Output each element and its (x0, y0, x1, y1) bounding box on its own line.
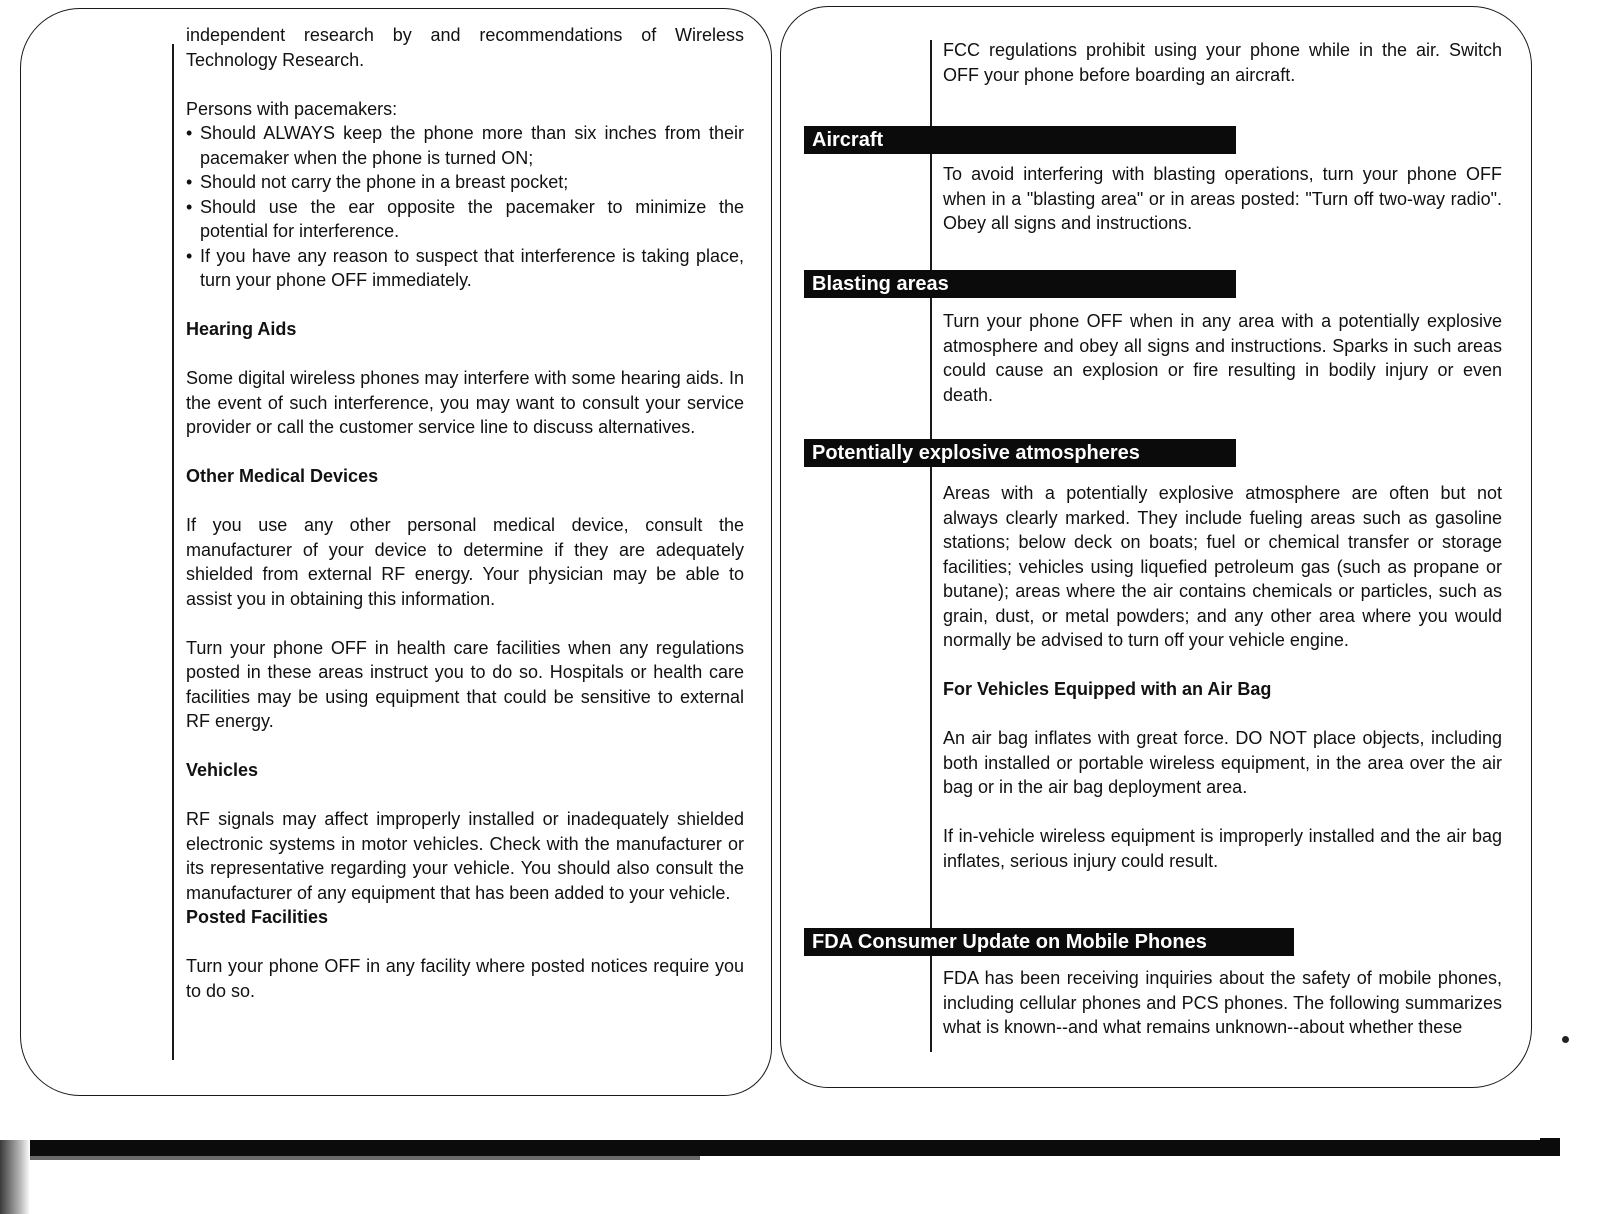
vehicles-heading: Vehicles (186, 760, 259, 780)
scan-bottom-edge-bar (0, 1140, 1560, 1156)
aircraft-paragraph: FCC regulations prohibit using your phone while in the air. Switch OFF your phone before boarding an aircraft. (943, 40, 1502, 85)
left-page-column (186, 23, 744, 1003)
other-medical-devices-paragraph: If you use any other personal medical device, consult the manufacturer of your device to determine if they are adequately shielded from external RF energy. Your physician may be able to assist you in obtaining this information. (186, 515, 744, 609)
left-margin-rule (172, 44, 174, 1060)
vehicles-paragraph: RF signals may affect improperly installed or inadequately shielded electronic systems in motor vehicles. Check with the manufacturer or its representative regarding your vehicle. You should also consult the manufacturer of any equipment that has been added to your vehicle. (186, 809, 744, 903)
air-bag-paragraph-2: If in-vehicle wireless equipment is improperly installed and the air bag inflates, serious injury could result. (943, 826, 1502, 871)
intro-paragraph: independent research by and recommendations of Wireless Technology Research. (186, 25, 744, 70)
blasting-paragraph: To avoid interfering with blasting operations, turn your phone OFF when in a "blasting area" or in areas posted: "Turn off two-way radio". Obey all signs and instructions. (943, 164, 1502, 233)
blasting-areas-banner: Blasting areas (804, 270, 1236, 298)
right-margin-rule (930, 40, 932, 1052)
explosive-paragraph: Turn your phone OFF when in any area with a potentially explosive atmosphere and obey all signs and instructions. Sparks in such areas could cause an explosion or fire resulting in bodily injury or even death. (943, 311, 1502, 405)
scan-bottom-edge-shade (0, 1156, 700, 1160)
hearing-aids-paragraph: Some digital wireless phones may interfere with some hearing aids. In the event of such interference, you may want to consult your service provider or call the customer service line to discuss alternatives. (186, 368, 744, 437)
fda-paragraph: FDA has been receiving inquiries about the safety of mobile phones, including cellular phones and PCS phones. The following summarizes what is known--and what remains unknown--about whether these (943, 968, 1502, 1037)
pacemakers-heading: Persons with pacemakers: (186, 98, 398, 119)
air-bag-heading: For Vehicles Equipped with an Air Bag (943, 679, 1272, 699)
scan-speck (1562, 1036, 1569, 1043)
pacemaker-bullet-list (186, 121, 744, 293)
other-medical-devices-heading: Other Medical Devices (186, 466, 379, 486)
scan-bottom-edge-tip (1540, 1138, 1560, 1146)
list-item: • Should not carry the phone in a breast pocket; (186, 170, 744, 195)
list-item: • If you have any reason to suspect that interference is taking place, turn your phone OFF immediately. (186, 244, 744, 293)
explosive-areas-paragraph: Areas with a potentially explosive atmosphere are often but not always clearly marked. They include fueling areas such as gasoline stations; below deck on boats; fuel or chemical transfer or storage facilities; vehicles using liquefied petroleum gas (such as propane or butane); areas where the air contains chemicals or particles, such as grain, dust, or metal powders; and any other area where you would normally be advised to turn off your vehicle engine. (943, 483, 1502, 650)
fda-paragraph-block (943, 966, 1502, 1040)
health-care-paragraph: Turn your phone OFF in health care facilities when any regulations posted in these areas instruct you to do so. Hospitals or health care facilities may be using equipment that could be sensitive to external RF energy. (186, 637, 744, 731)
aircraft-banner: Aircraft (804, 126, 1236, 154)
aircraft-paragraph-block (943, 38, 1502, 87)
potentially-explosive-atmospheres-banner: Potentially explosive atmospheres (804, 439, 1236, 467)
posted-facilities-paragraph: Turn your phone OFF in any facility where posted notices require you to do so. (186, 956, 744, 1001)
scan-page-curl (0, 1140, 30, 1214)
air-bag-paragraph: An air bag inflates with great force. DO NOT place objects, including both installed or portable wireless equipment, in the area over the air bag or in the air bag deployment area. (943, 728, 1502, 797)
explosive-areas-block (943, 481, 1502, 873)
fda-consumer-update-banner: FDA Consumer Update on Mobile Phones (804, 928, 1294, 956)
list-item: • Should use the ear opposite the pacemaker to minimize the potential for interference. (186, 195, 744, 244)
hearing-aids-heading: Hearing Aids (186, 319, 297, 339)
posted-facilities-heading: Posted Facilities (186, 907, 329, 927)
list-item: • Should ALWAYS keep the phone more than six inches from their pacemaker when the phone is turned ON; (186, 121, 744, 170)
explosive-paragraph-block (943, 309, 1502, 407)
blasting-paragraph-block (943, 162, 1502, 236)
